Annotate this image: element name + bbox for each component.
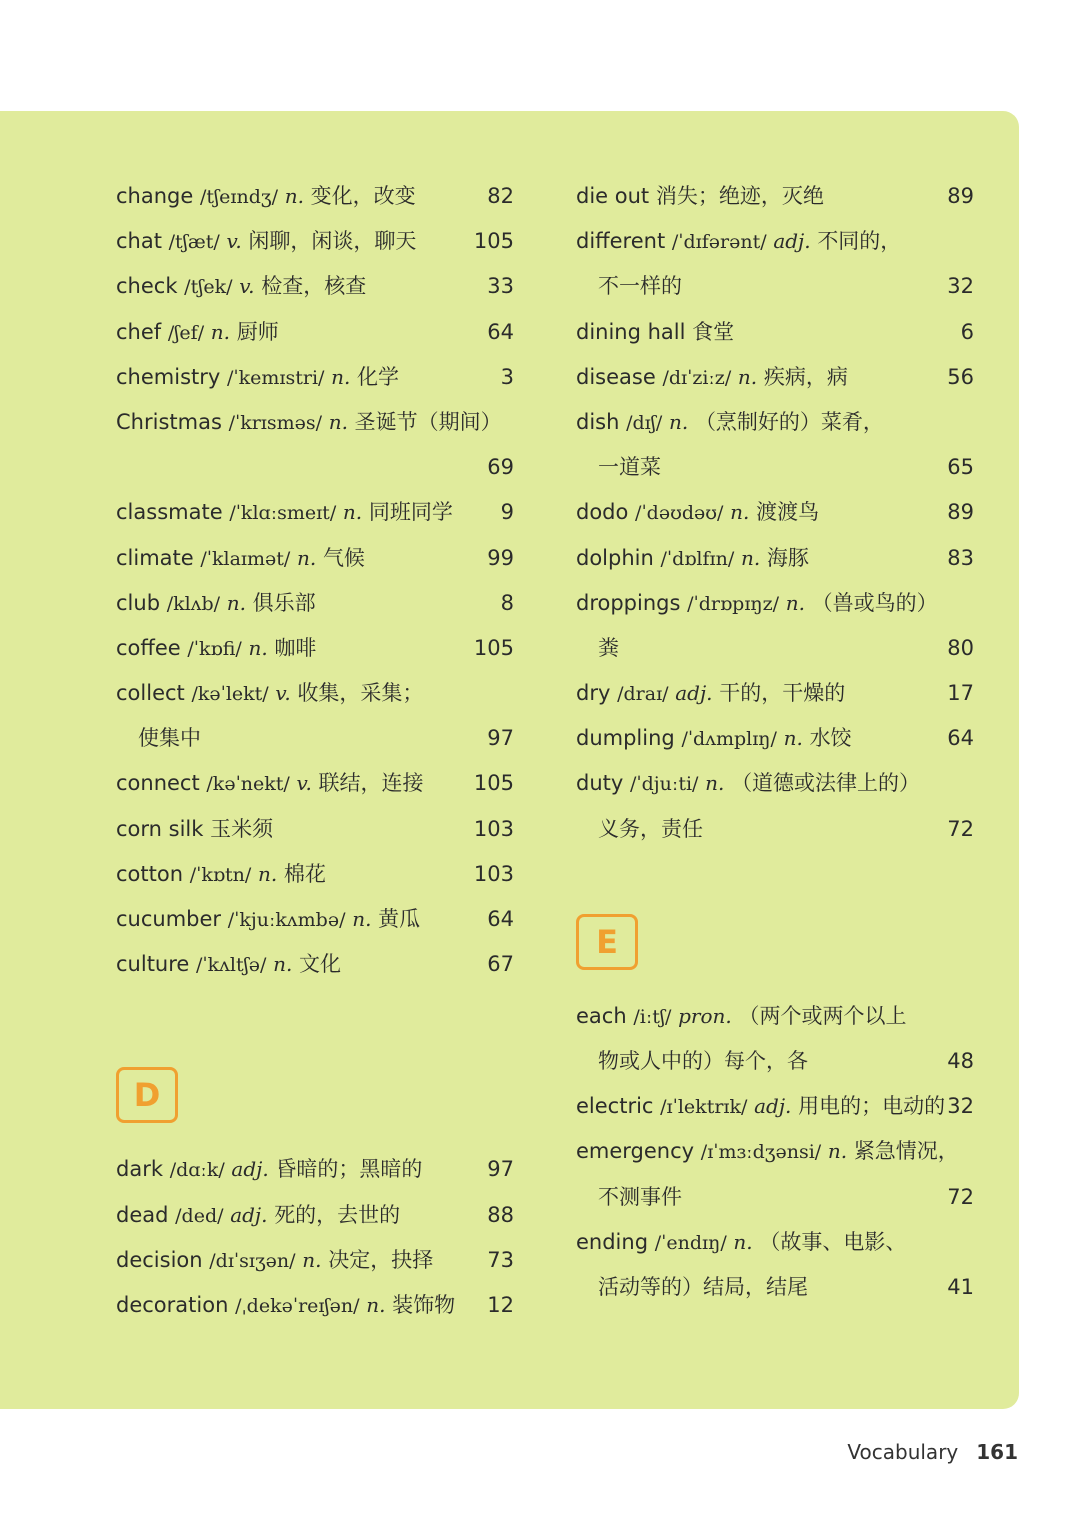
- entry-word: dark: [116, 1157, 163, 1182]
- entry-page-number: 8: [500, 590, 514, 615]
- entry-pos: n.: [730, 500, 750, 525]
- entry-definition: 装饰物: [392, 1292, 456, 1317]
- entry-text: [576, 490, 819, 536]
- entry-page-number: 72: [947, 1184, 974, 1209]
- entry-word: collect: [116, 681, 185, 706]
- vocab-entry: [576, 994, 974, 1039]
- entry-page-number: 33: [487, 274, 514, 299]
- entry-ipa: /ˌdekəˈreɪʃən/: [235, 1294, 360, 1317]
- vocab-entry: [116, 400, 514, 445]
- entry-page-number: 32: [947, 1094, 974, 1119]
- entry-definition: 海豚: [766, 545, 809, 570]
- entry-definition: 消失；绝迹，灭绝: [655, 184, 824, 208]
- entry-page-number: 64: [487, 319, 514, 344]
- entry-text: [116, 671, 423, 717]
- entry-ipa: /iːtʃ/: [633, 1005, 672, 1028]
- vocab-entry: [576, 310, 974, 355]
- entry-word: dining hall: [576, 319, 686, 344]
- entry-page-number: 105: [473, 229, 514, 254]
- entry-page-number: 64: [947, 726, 974, 751]
- entry-text: [116, 355, 399, 401]
- entry-word: connect: [116, 771, 200, 796]
- entry-page-number: 80: [947, 635, 974, 660]
- entry-text: [116, 716, 201, 761]
- entry-text: [116, 1147, 422, 1193]
- entry-word: electric: [576, 1094, 654, 1119]
- entry-ipa: /ˈdəʊdəʊ/: [635, 502, 724, 525]
- entry-pos: v.: [296, 771, 312, 796]
- entry-definition: 联结，连接: [318, 771, 424, 796]
- vocab-entry: [116, 942, 514, 987]
- entry-continuation: 使集中: [138, 726, 201, 751]
- entry-pos: n.: [740, 545, 761, 570]
- vocab-entry: [116, 671, 514, 716]
- vocab-entry: [576, 445, 974, 490]
- entry-definition: 气候: [322, 545, 365, 570]
- entry-word: dead: [116, 1202, 169, 1227]
- entry-word: classmate: [116, 500, 223, 525]
- entry-word: disease: [576, 364, 656, 389]
- entry-word: dodo: [576, 500, 629, 525]
- entry-text: [576, 1129, 959, 1175]
- entry-text: [576, 1175, 682, 1220]
- entry-text: [116, 264, 366, 310]
- entry-text: [576, 1084, 945, 1130]
- entry-word: emergency: [576, 1139, 695, 1164]
- entry-page-number: 65: [947, 455, 974, 480]
- vocab-entry: [576, 1265, 974, 1310]
- entry-text: [576, 671, 845, 717]
- entry-ipa: /tʃeɪndʒ/: [199, 186, 279, 208]
- entry-pos: v.: [226, 229, 242, 254]
- entry-ipa: /dɪˈziːz/: [662, 366, 732, 389]
- vocab-entry: [576, 1039, 974, 1084]
- entry-page-number: 48: [947, 1049, 974, 1073]
- entry-word: cucumber: [116, 907, 222, 931]
- entry-page-number: 88: [487, 1202, 514, 1227]
- entry-ipa: /ˈkɒtn/: [189, 863, 252, 886]
- entry-page-number: 69: [487, 455, 514, 480]
- e-entries: [576, 994, 974, 1310]
- entry-page-number: 64: [487, 907, 514, 931]
- entry-ipa: /ˈkjuːkʌmbə/: [227, 909, 346, 931]
- entry-definition: 用电的；电动的: [798, 1094, 946, 1119]
- entry-word: decision: [116, 1247, 203, 1272]
- entry-word: ending: [576, 1229, 649, 1254]
- entry-definition: 水饺: [809, 726, 852, 751]
- letter-e-heading: E: [576, 914, 638, 970]
- entry-pos: n.: [352, 907, 372, 931]
- entry-text: [576, 310, 734, 355]
- entry-text: [116, 310, 279, 356]
- entry-text: [576, 264, 682, 309]
- vocab-entry: [116, 581, 514, 626]
- entry-continuation: 义务，责任: [598, 816, 703, 841]
- entry-word: different: [576, 229, 666, 254]
- entry-page-number: 105: [473, 771, 514, 796]
- page-footer: [847, 1440, 1018, 1464]
- right-column: [576, 174, 974, 1310]
- vocab-entry: [116, 1283, 514, 1328]
- entry-page-number: 6: [960, 319, 974, 344]
- d-entries-continued: [576, 174, 974, 852]
- entry-pos: adj.: [675, 681, 713, 706]
- entry-ipa: /ˈdjuːti/: [630, 773, 699, 796]
- entry-ipa: /dɪˈsɪʒən/: [209, 1249, 296, 1272]
- entry-text: [116, 581, 316, 627]
- entry-word: droppings: [576, 590, 681, 615]
- entry-text: [576, 536, 809, 582]
- entry-definition: 俱乐部: [252, 590, 316, 615]
- entry-ipa: /ˈdʌmplɪŋ/: [681, 728, 777, 751]
- entry-text: [576, 716, 852, 762]
- entry-text: [576, 355, 848, 401]
- entry-text: [576, 1039, 808, 1084]
- entry-word: each: [576, 1003, 627, 1028]
- entry-pos: n.: [210, 319, 231, 344]
- entry-text: [576, 1220, 906, 1266]
- entry-ipa: /dɪʃ/: [626, 411, 663, 434]
- vocab-entry: [576, 716, 974, 761]
- entry-page-number: 73: [487, 1247, 514, 1272]
- vocab-entry: [116, 310, 514, 355]
- vocab-entry: [116, 716, 514, 761]
- entry-page-number: 97: [487, 726, 514, 751]
- entry-definition: 化学: [357, 364, 400, 389]
- entry-text: [116, 761, 424, 807]
- letter-d-heading: D: [116, 1067, 178, 1123]
- entry-page-number: 32: [947, 274, 974, 299]
- entry-ipa: /ˈkʌltʃə/: [196, 954, 267, 977]
- entry-page-number: 83: [947, 545, 974, 570]
- entry-continuation: 不一样的: [598, 274, 682, 299]
- entry-continuation: 物或人中的）每个，各: [598, 1049, 808, 1073]
- entry-word: climate: [116, 545, 194, 570]
- entry-pos: n.: [785, 590, 805, 615]
- entry-word: dolphin: [576, 545, 654, 570]
- entry-definition: 变化，改变: [310, 184, 416, 208]
- entry-page-number: 3: [500, 364, 514, 389]
- entry-definition: 渡渡鸟: [756, 500, 820, 525]
- entry-pos: n.: [366, 1292, 386, 1317]
- vocab-entry: [576, 355, 974, 400]
- entry-page-number: 97: [487, 1157, 514, 1182]
- vocab-entry: [576, 536, 974, 581]
- entry-definition: 不同的，: [817, 229, 902, 254]
- vocab-entry: [116, 445, 514, 490]
- entry-pos: v.: [239, 274, 255, 299]
- entry-page-number: 9: [500, 500, 514, 525]
- entry-word: check: [116, 274, 178, 299]
- entry-page-number: 41: [947, 1274, 974, 1299]
- entry-text: [576, 1265, 808, 1310]
- entry-page-number: 17: [947, 681, 974, 706]
- entry-text: [576, 219, 901, 265]
- entry-ipa: /ˈkɒfi/: [187, 637, 242, 660]
- vocab-entry: [576, 626, 974, 671]
- entry-definition: 昏暗的；黑暗的: [275, 1157, 423, 1182]
- entry-continuation: 不测事件: [598, 1184, 682, 1209]
- vocab-entry: [576, 490, 974, 535]
- entry-ipa: /kəˈlekt/: [191, 683, 269, 706]
- entry-ipa: /kəˈnekt/: [206, 773, 290, 796]
- entry-word: club: [116, 590, 161, 615]
- vocab-entry: [576, 1084, 974, 1129]
- entry-ipa: /ʃef/: [167, 321, 205, 344]
- entry-pos: n.: [669, 409, 689, 434]
- entry-word: Christmas: [116, 409, 222, 434]
- entry-text: [116, 852, 326, 898]
- entry-definition: 玉米须: [210, 816, 274, 841]
- entry-definition: 疾病，病: [763, 364, 848, 389]
- entry-pos: n.: [827, 1139, 848, 1164]
- entry-word: die out: [576, 184, 650, 208]
- entry-text: [576, 174, 824, 219]
- entry-ipa: /ɪˈmɜːdʒənsi/: [700, 1141, 822, 1164]
- vocab-entry: [116, 1193, 514, 1238]
- vocab-entry: [576, 671, 974, 716]
- entry-ipa: /klʌb/: [166, 592, 221, 615]
- entry-definition: 圣诞节（期间）: [354, 409, 502, 434]
- entry-word: change: [116, 184, 194, 208]
- entry-text: [116, 1238, 433, 1284]
- entry-word: chemistry: [116, 364, 221, 389]
- vocab-entry: [576, 174, 974, 219]
- footer-label: Vocabulary: [847, 1440, 959, 1464]
- vocab-entry: [116, 1238, 514, 1283]
- entry-definition: 咖啡: [274, 635, 317, 660]
- d-entries: [116, 1147, 514, 1328]
- vocab-entry: [576, 581, 974, 626]
- entry-pos: n.: [733, 1229, 753, 1254]
- entry-pos: v.: [275, 681, 291, 706]
- vocab-entry: [576, 264, 974, 309]
- entry-pos: n.: [328, 409, 348, 434]
- entry-word: corn silk: [116, 816, 204, 841]
- entry-definition: 闲聊，闲谈，聊天: [248, 229, 417, 254]
- vocab-entry: [576, 1175, 974, 1220]
- c-entries: [116, 174, 514, 987]
- entry-text: [116, 807, 273, 852]
- vocab-entry: [116, 219, 514, 264]
- entry-ipa: /ˈkemɪstri/: [227, 366, 325, 389]
- entry-page-number: 72: [947, 816, 974, 841]
- entry-pos: n.: [705, 771, 725, 796]
- entry-page-number: 56: [947, 364, 974, 389]
- entry-pos: n.: [257, 861, 278, 886]
- entry-definition: 食堂: [692, 319, 735, 344]
- entry-word: decoration: [116, 1292, 229, 1317]
- entry-page-number: 82: [487, 184, 514, 208]
- entry-text: [116, 400, 502, 446]
- entry-word: cotton: [116, 861, 184, 886]
- entry-continuation: 一道菜: [598, 455, 661, 480]
- entry-word: dry: [576, 681, 611, 706]
- vocab-entry: [116, 852, 514, 897]
- entry-text: [576, 581, 938, 627]
- vocab-entry: [576, 761, 974, 806]
- entry-ipa: /ˈdɒlfɪn/: [660, 547, 735, 570]
- entry-text: [576, 807, 703, 852]
- entry-definition: 紧急情况，: [853, 1139, 959, 1164]
- entry-pos: adj.: [773, 229, 811, 254]
- entry-text: [116, 626, 316, 672]
- entry-definition: （烹制好的）菜肴，: [694, 409, 884, 434]
- entry-ipa: /dɑːk/: [169, 1159, 225, 1182]
- entry-definition: 决定，抉择: [328, 1247, 434, 1272]
- vocab-entry: [576, 1129, 974, 1174]
- entry-ipa: /ˈdrɒpɪŋz/: [687, 592, 780, 615]
- entry-pos: pron.: [678, 1003, 732, 1028]
- entry-definition: 收集，采集；: [297, 681, 424, 706]
- entry-pos: n.: [737, 364, 758, 389]
- entry-definition: 厨师: [236, 319, 279, 344]
- entry-text: [116, 1193, 400, 1239]
- entry-text: [116, 490, 453, 536]
- entry-text: [576, 626, 619, 671]
- vocab-entry: [116, 761, 514, 806]
- entry-pos: adj.: [754, 1094, 792, 1119]
- vocab-entry: [116, 355, 514, 400]
- vocab-entry: [116, 807, 514, 852]
- entry-ipa: /tʃæt/: [168, 231, 220, 254]
- entry-page-number: 89: [947, 184, 974, 208]
- entry-continuation: 活动等的）结局，结尾: [598, 1274, 808, 1299]
- entry-pos: adj.: [231, 1157, 269, 1182]
- entry-definition: 同班同学: [368, 500, 453, 525]
- entry-ipa: /ɪˈlektrɪk/: [660, 1096, 748, 1119]
- entry-definition: （兽或鸟的）: [811, 590, 938, 615]
- vocab-entry: [576, 400, 974, 445]
- entry-ipa: /ˈklɑːsmeɪt/: [229, 502, 337, 525]
- page-number: 161: [976, 1440, 1018, 1464]
- vocab-entry: [116, 626, 514, 671]
- entry-pos: n.: [248, 635, 268, 660]
- entry-definition: 棉花: [283, 861, 326, 886]
- entry-definition: （两个或两个以上: [738, 1003, 907, 1028]
- entry-page-number: 12: [487, 1292, 514, 1317]
- entry-text: [576, 994, 906, 1040]
- entry-ipa: /ˈkrɪsməs/: [228, 411, 323, 434]
- entry-text: [576, 761, 920, 807]
- entry-definition: （道德或法律上的）: [731, 771, 921, 796]
- entry-pos: n.: [302, 1247, 322, 1272]
- entry-word: culture: [116, 952, 190, 977]
- entry-pos: n.: [783, 726, 803, 751]
- entry-pos: n.: [226, 590, 246, 615]
- vocab-entry: [576, 1220, 974, 1265]
- entry-page-number: 99: [487, 545, 514, 570]
- entry-ipa: /draɪ/: [617, 683, 669, 706]
- entry-text: [116, 942, 341, 988]
- entry-definition: 黄瓜: [378, 907, 421, 931]
- entry-text: [576, 445, 661, 490]
- entry-definition: 死的，去世的: [274, 1202, 401, 1227]
- entry-page-number: 103: [473, 861, 514, 886]
- entry-pos: n.: [273, 952, 293, 977]
- entry-ipa: /ˈklaɪmət/: [200, 547, 291, 570]
- entry-ipa: /tʃek/: [184, 276, 233, 299]
- entry-definition: 干的，干燥的: [719, 681, 846, 706]
- vocab-entry: [576, 219, 974, 264]
- vocab-entry: [116, 174, 514, 219]
- entry-pos: n.: [331, 364, 351, 389]
- entry-ipa: /ˈdɪfərənt/: [671, 231, 767, 254]
- entry-word: coffee: [116, 635, 181, 660]
- entry-page-number: 105: [473, 635, 514, 660]
- vocab-entry: [116, 490, 514, 535]
- vocab-entry: [116, 897, 514, 942]
- entry-word: chat: [116, 229, 162, 254]
- entry-text: [116, 536, 365, 582]
- entry-definition: 文化: [299, 952, 342, 977]
- entry-text: [576, 400, 884, 446]
- entry-pos: adj.: [230, 1202, 268, 1227]
- left-column: [116, 174, 514, 1328]
- entry-text: [116, 174, 416, 220]
- entry-page-number: 67: [487, 952, 514, 977]
- entry-definition: 检查，核查: [261, 274, 367, 299]
- entry-word: dish: [576, 409, 620, 434]
- entry-continuation: 粪: [598, 635, 619, 660]
- entry-word: duty: [576, 771, 624, 796]
- entry-pos: n.: [297, 545, 317, 570]
- entry-text: [116, 219, 416, 265]
- entry-pos: n.: [284, 184, 304, 208]
- vocab-entry: [576, 807, 974, 852]
- vocab-entry: [116, 264, 514, 309]
- vocab-entry: [116, 1147, 514, 1192]
- entry-word: dumpling: [576, 726, 675, 751]
- entry-text: [116, 1283, 455, 1329]
- entry-pos: n.: [342, 500, 363, 525]
- entry-page-number: 103: [473, 816, 514, 841]
- entry-ipa: /ded/: [175, 1204, 224, 1227]
- entry-ipa: /ˈendɪŋ/: [654, 1231, 727, 1254]
- vocab-entry: [116, 536, 514, 581]
- entry-text: [116, 897, 420, 943]
- entry-word: chef: [116, 319, 162, 344]
- entry-page-number: 89: [947, 500, 974, 525]
- entry-definition: （故事、电影、: [759, 1229, 907, 1254]
